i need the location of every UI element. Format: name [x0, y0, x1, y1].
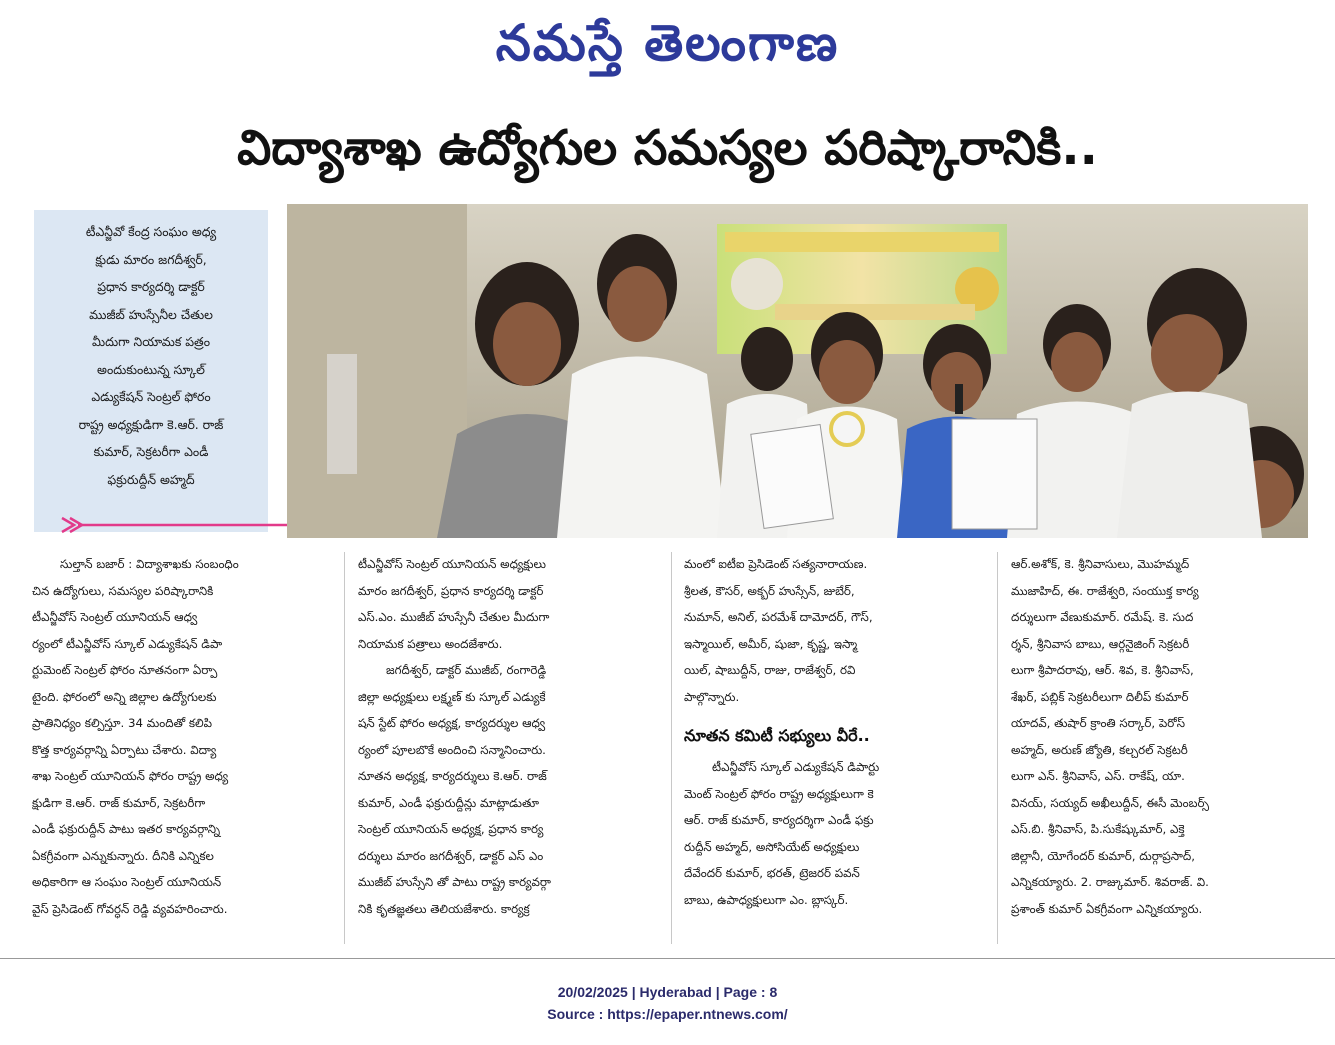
- article-line: కుమార్, ఎండీ ఫక్రురుద్దీన్లు మాట్లాడుతూ: [358, 795, 540, 810]
- article-line: అధికారిగా ఆ సంఘం సెంట్రల్ యూనియన్: [32, 875, 222, 889]
- article-line: ఎస్.బి. శ్రీనివాస్, పి.సుకేష్కుమార్, ఎక్తె: [1011, 822, 1185, 836]
- article-line: ముజాహిద్, ఈ. రాజేశ్వరి, సంయుక్త కార్య: [1011, 583, 1199, 598]
- article-line: కొత్త కార్యవర్గాన్ని ఏర్పాటు చేశారు. విద్యా: [32, 742, 217, 757]
- article-line: ర్యంలో టీఎన్జీవోస్ స్కూల్ ఎడ్యుకేషన్ డిపా: [32, 636, 223, 651]
- article-line: శేఖర్, పబ్లిక్ సెక్రటరీలుగా దిలీప్ కుమార్: [1011, 689, 1189, 704]
- article-line: దర్శులు మారం జగదీశ్వర్, డాక్టర్ ఎస్ ఎం: [358, 848, 544, 863]
- article-line: నియామక పత్రాలు అందజేశారు.: [358, 636, 503, 651]
- article-line: టీఎన్జీవోస్ సెంట్రల్ యూనియన్ ఆధ్వ: [32, 610, 198, 624]
- article-line: నూతన అధ్యక్ష, కార్యదర్శులు కె.ఆర్. రాజ్: [358, 769, 547, 783]
- article-line: టైంది. ఫోరంలో అన్ని జిల్లాల ఉద్యోగులకు: [32, 689, 217, 704]
- article-line: రుద్దీన్ అహ్మద్, అసోసియేట్ అధ్యక్షులు: [684, 839, 860, 854]
- article-line: క్షుడిగా కె.ఆర్. రాజ్ కుమార్, సెక్రటరీగా: [32, 795, 206, 810]
- article-line: జిల్లా అధ్యక్షులు లక్ష్మణ్ కు స్కూల్ ఎడ్యుకే: [358, 689, 546, 704]
- headline: విద్యాశాఖ ఉద్యోగుల సమస్యల పరిష్కారానికి..: [237, 120, 1098, 176]
- article-line: మారం జగదీశ్వర్, ప్రధాన కార్యదర్శి డాక్టర్: [358, 583, 544, 598]
- caption-line: అందుకుంటున్న స్కూల్: [97, 361, 205, 377]
- column-divider: [997, 552, 998, 944]
- article-column-1: [32, 551, 332, 946]
- column-divider: [344, 552, 345, 944]
- caption-line: ప్రధాన కార్యదర్శి డాక్టర్: [97, 279, 205, 294]
- article-line: మంలో ఐటీఐ ప్రెసిడెంట్ సత్యనారాయణ.: [684, 557, 868, 571]
- article-column-2: [358, 551, 660, 946]
- article-line: ర్యంలో పూలబొకే అందించి సన్మానించారు.: [358, 742, 546, 757]
- article-line: వినయ్, సయ్యద్ అఖీలుద్దీన్, ఈసీ మెంబర్స్: [1011, 795, 1210, 810]
- article-line: నికి కృతజ్ఞతలు తెలియజేశారు. కార్యక్ర: [358, 901, 530, 916]
- article-line: ర్శన్, శ్రీనివాస బాబు, ఆర్గనైజింగ్ సెక్రటరీ: [1011, 636, 1190, 651]
- article-line: యాదవ్, తుషార్ క్రాంతి సర్కార్, పెరోస్: [1011, 716, 1185, 730]
- article-line: ప్రాతినిధ్యం కల్పిస్తూ. 34 మందితో కలిపి: [32, 716, 213, 730]
- article-line: ఎస్.ఎం. ముజీబ్ హుస్సేనీ చేతుల మీదుగా: [358, 610, 550, 624]
- article-line: బాబు, ఉపాధ్యక్షులుగా ఎం. బ్లాస్కర్.: [684, 892, 849, 907]
- caption-line: ఎడ్యుకేషన్ సెంట్రల్ ఫోరం: [91, 389, 211, 404]
- article-line: యిల్, షాబుద్దీన్, రాజు, రాజేశ్వర్, రవి: [684, 663, 856, 677]
- article-line: శ్రీలత, కౌసర్, అక్బర్ హుస్సేన్, జుబేర్,: [684, 583, 855, 598]
- column-divider: [671, 552, 672, 944]
- caption-line: ఫక్రురుద్దీన్ అహ్మద్: [107, 471, 195, 487]
- article-line: సెంట్రల్ యూనియన్ అధ్యక్ష, ప్రధాన కార్య: [358, 822, 544, 836]
- caption-line: క్షుడు మారం జగదీశ్వర్,: [95, 251, 207, 267]
- caption-line: మీదుగా నియామక పత్రం: [92, 334, 210, 349]
- article-column-4: [1011, 551, 1311, 946]
- article-line: దర్శులుగా వేణుకుమార్. రమేష్. కె. సుద: [1011, 610, 1194, 624]
- article-line: ఆర్.అశోక్, కె. శ్రీనివాసులు, మొహమ్మద్: [1011, 557, 1190, 571]
- article-line: మెంట్ సెంట్రల్ ఫోరం రాష్ట్ర అధ్యక్షులుగా కె: [684, 786, 874, 801]
- article-line: ముజీబ్ హుస్సేని తో పాటు రాష్ట్ర కార్యవర్గా: [358, 875, 551, 889]
- footer-source-link[interactable]: Source : https://epaper.ntnews.com/: [547, 1006, 788, 1022]
- caption-line: రాష్ట్ర అధ్యక్షుడిగా కె.ఆర్. రాజ్: [78, 416, 224, 432]
- footer-divider: [0, 958, 1335, 959]
- masthead-logo: నమస్తే తెలంగాణ: [495, 13, 840, 72]
- article-line: వైస్ ప్రెసిడెంట్ గోవర్ధన్ రెడ్డి వ్యవహరించారు.: [32, 901, 228, 916]
- article-line: లుగా ఎన్. శ్రీనివాస్, ఎస్. రాకేష్, యా.: [1011, 769, 1185, 783]
- article-line: టీఎన్జీవోస్ సెంట్రల్ యూనియన్ అధ్యక్షులు: [358, 557, 546, 571]
- article-line: శాఖ సెంట్రల్ యూనియన్ ఫోరం రాష్ట్ర అధ్య: [32, 769, 229, 783]
- caption-line: ముజీబ్ హుస్సేనీల చేతుల: [89, 306, 213, 322]
- article-line: జిల్లానీ, యోగేందర్ కుమార్, దుర్గాప్రసాద్,: [1011, 848, 1196, 863]
- article-line: అహ్మద్, అరుణ్ జ్యోతి, కల్చరల్ సెక్రటరీ: [1011, 742, 1188, 757]
- article-line: టీఎన్జీవోస్ స్కూల్ ఎడ్యుకేషన్ డిపార్టు: [712, 760, 880, 774]
- article-line: లుగా శ్రీపాదరావు, ఆర్. శివ, కె. శ్రీనివాస్,: [1011, 663, 1194, 677]
- caption-line: కుమార్, సెక్రటరీగా ఎండీ: [93, 444, 209, 459]
- section-subheading: నూతన కమిటీ సభ్యులు వీరే..: [684, 726, 870, 745]
- article-line: చిన ఉద్యోగులు, సమస్యల పరిష్కారానికి: [32, 583, 214, 598]
- photo-caption: [34, 210, 268, 532]
- footer-dateline: 20/02/2025 | Hyderabad | Page : 8: [557, 984, 778, 1000]
- article-line: ఎండీ ఫక్రురుద్దీన్ పాటు ఇతర కార్యవర్గాన్ని: [32, 822, 221, 836]
- article-line: ఎన్నికయ్యారు. 2. రాజ్కుమార్. శివరాజ్. వి.: [1011, 875, 1209, 889]
- article-line: పాల్గొన్నారు.: [684, 689, 740, 704]
- article-line: ఆర్. రాజ్ కుమార్, కార్యదర్శిగా ఎండీ ఫక్రు: [684, 813, 874, 827]
- article-column-3: [684, 551, 986, 946]
- article-line: జగదీశ్వర్, డాక్టర్ ముజీబ్, రంగారెడ్డి: [386, 663, 547, 677]
- news-photo-icon: [287, 204, 1308, 538]
- article-line: ర్టుమెంట్ సెంట్రల్ ఫోరం నూతనంగా ఏర్పా: [32, 663, 218, 677]
- article-line: నుమాన్, అనిల్, పరమేశ్ దామోదర్, గౌస్,: [684, 610, 873, 624]
- article-line: ప్రశాంత్ కుమార్ ఏకగ్రీవంగా ఎన్నికయ్యారు.: [1011, 901, 1203, 916]
- article-line: షన్ స్టేట్ ఫోరం అధ్యక్ష, కార్యదర్శుల ఆధ్వ: [358, 716, 546, 730]
- article-line: సుల్తాన్ బజార్ : విద్యాశాఖకు సంబంధిం: [60, 557, 239, 571]
- caption-line: టీఎన్జీవో కేంద్ర సంఘం అధ్య: [85, 224, 217, 239]
- article-line: ఇస్మాయిల్, అమీర్, షుజా, కృష్ణ, ఇస్మా: [684, 636, 858, 651]
- article-line: దేవేందర్ కుమార్, భరత్, ట్రెజరర్ పవన్: [684, 866, 860, 880]
- article-line: ఏకగ్రీవంగా ఎన్నుకున్నారు. దీనికి ఎన్నికల: [32, 848, 214, 863]
